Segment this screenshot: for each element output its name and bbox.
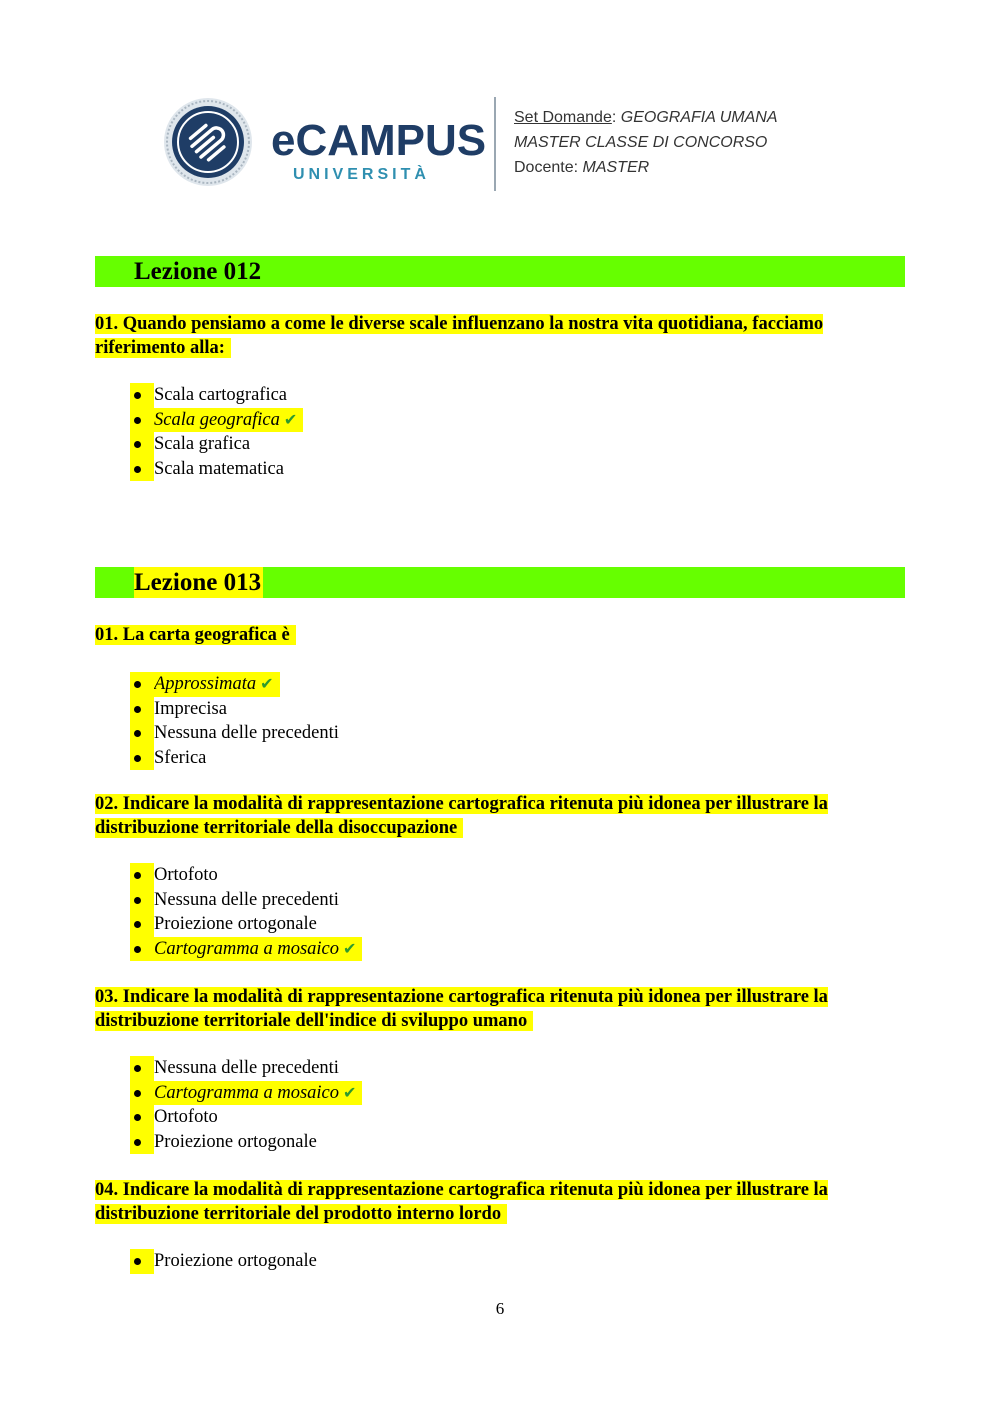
teacher-line [514, 155, 778, 180]
answer-option [130, 383, 303, 408]
answer-label: Proiezione ortogonale [154, 1251, 317, 1271]
answer-text [154, 721, 339, 746]
answer-label: Imprecisa [154, 698, 227, 719]
answer-text [154, 1081, 362, 1106]
set-value: GEOGRAFIA UMANA [620, 109, 778, 126]
bullet-icon [130, 457, 154, 482]
answer-text [154, 1249, 317, 1274]
bullet-icon [130, 1249, 154, 1274]
answer-text [154, 863, 218, 888]
answer-label: Approssimata [154, 674, 257, 694]
answer-option [130, 432, 303, 457]
question-text [95, 985, 910, 1033]
teacher-label: Docente: [514, 159, 579, 176]
checkmark-icon: ✔ [283, 409, 298, 429]
checkmark-icon: ✔ [260, 674, 274, 693]
ecampus-wordmark: eCAMPUS [271, 116, 487, 165]
answer-list [130, 1056, 362, 1154]
lesson-title: Lezione 012 [134, 258, 262, 285]
answer-label: Proiezione ortogonale [154, 914, 317, 934]
lesson-title: Lezione 013 [134, 569, 262, 596]
answer-list [130, 863, 362, 961]
answer-label: Nessuna delle precedenti [154, 889, 339, 910]
answer-option [130, 1130, 362, 1155]
bullet-icon [130, 1081, 154, 1106]
question-label: 01. Quando pensiamo a come le diverse scale influenzano la nostra vita quotidiana, facciamo riferimento alla: [95, 314, 824, 358]
answer-option-correct [130, 937, 362, 962]
answer-option [130, 888, 362, 913]
bullet-icon [130, 432, 154, 457]
answer-label: Scala geografica [154, 409, 280, 430]
bullet-icon [130, 697, 154, 722]
answer-label: Nessuna delle precedenti [154, 723, 339, 743]
set-info [514, 105, 778, 180]
question-label: 04. Indicare la modalità di rappresentazione cartografica ritenuta più idonea per illustrare la distribuzione territoriale del prodotto interno lordo [95, 1180, 828, 1224]
ecampus-seal-logo [163, 97, 253, 187]
class-line: MASTER CLASSE DI CONCORSO [514, 134, 768, 151]
question-text [95, 1178, 910, 1226]
question-label: 01. La carta geografica è [95, 625, 296, 645]
answer-text [154, 1130, 317, 1155]
answer-text [154, 457, 284, 482]
bullet-icon [130, 912, 154, 937]
checkmark-icon: ✔ [343, 1082, 357, 1102]
page-number: 6 [495, 1299, 505, 1318]
answer-text [154, 1105, 218, 1130]
bullet-icon [130, 1056, 154, 1081]
answer-option [130, 457, 303, 482]
answer-option [130, 1105, 362, 1130]
checkmark-icon: ✔ [343, 938, 357, 958]
lesson-header [95, 256, 905, 287]
answer-text [154, 383, 287, 408]
answer-option [130, 721, 339, 746]
answer-label: Scala cartografica [154, 385, 288, 405]
answer-list [130, 672, 339, 770]
answer-label: Scala grafica [154, 434, 251, 454]
bullet-icon [130, 383, 154, 408]
answer-option-correct [130, 408, 303, 433]
answer-text [154, 888, 339, 913]
bullet-icon [130, 937, 154, 962]
document-header [163, 97, 843, 193]
answer-option [130, 697, 339, 722]
question-label: 03. Indicare la modalità di rappresentazione cartografica ritenuta più idonea per illustrare la distribuzione territoriale dell'indice di sviluppo umano [95, 987, 828, 1031]
bullet-icon [130, 408, 154, 433]
set-line [514, 105, 778, 130]
answer-option-correct [130, 1081, 362, 1106]
answer-text [154, 432, 250, 457]
answer-option [130, 912, 362, 937]
bullet-icon [130, 672, 154, 697]
answer-list [130, 1249, 317, 1274]
answer-option-correct [130, 672, 339, 697]
lesson-header [95, 567, 905, 598]
answer-option [130, 746, 339, 771]
answer-text [154, 746, 206, 771]
universita-wordmark: UNIVERSITÀ [293, 166, 430, 183]
answer-option [130, 1249, 317, 1274]
header-divider [494, 97, 496, 191]
answer-text [154, 408, 303, 433]
answer-label: Cartogramma a mosaico [154, 1082, 340, 1103]
question-label: 02. Indicare la modalità di rappresentazione cartografica ritenuta più idonea per illustrare la distribuzione territoriale della disoccupazione [95, 794, 828, 838]
set-label: Set Domande [514, 109, 612, 126]
answer-list [130, 383, 303, 481]
answer-label: Scala matematica [154, 458, 284, 479]
answer-option [130, 1056, 362, 1081]
question-text [95, 623, 910, 647]
answer-text [154, 697, 227, 722]
set-colon: : [611, 109, 617, 126]
bullet-icon [130, 1130, 154, 1155]
bullet-icon [130, 1105, 154, 1130]
bullet-icon [130, 746, 154, 771]
bullet-icon [130, 863, 154, 888]
answer-label: Nessuna delle precedenti [154, 1058, 339, 1078]
answer-option [130, 863, 362, 888]
answer-text [154, 912, 317, 937]
answer-label: Proiezione ortogonale [154, 1131, 317, 1152]
question-text [95, 312, 910, 360]
answer-label: Sferica [154, 747, 207, 768]
bullet-icon [130, 888, 154, 913]
bullet-icon [130, 721, 154, 746]
teacher-value: MASTER [582, 159, 650, 176]
answer-text [154, 937, 362, 962]
answer-text [154, 1056, 339, 1081]
answer-label: Ortofoto [154, 1107, 218, 1127]
question-text [95, 792, 910, 840]
answer-label: Cartogramma a mosaico [154, 938, 340, 959]
answer-text [154, 672, 280, 697]
answer-label: Ortofoto [154, 865, 218, 885]
